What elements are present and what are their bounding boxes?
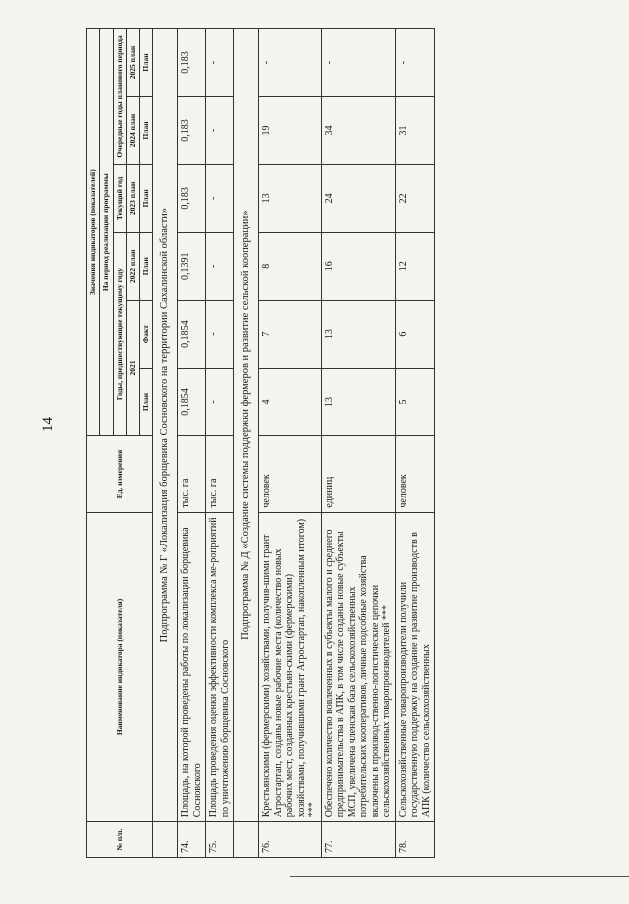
value-cell: 6 bbox=[395, 300, 435, 368]
scan-edge-line bbox=[290, 876, 629, 877]
row-number: 77. bbox=[321, 822, 395, 858]
value-cell: - bbox=[206, 97, 234, 165]
header-prev-years: Годы, предшествующие текущему году bbox=[113, 232, 126, 436]
indicator-name: Сельскохозяйственные товаропроизводители получили государственную поддержку на создание и развитие производств в АПК (количество сельскохозяйственных bbox=[395, 512, 435, 822]
value-cell: 19 bbox=[259, 97, 322, 165]
value-cell: 13 bbox=[259, 164, 322, 232]
header-plan: План bbox=[140, 368, 153, 436]
indicator-name: Площадь проведения оценки эффективности комплекса ме-роприятий по уничтожению борщевика Сосновского bbox=[206, 512, 234, 822]
row-number: 74. bbox=[178, 822, 206, 858]
value-cell: 22 bbox=[395, 164, 435, 232]
header-2022: 2022 план bbox=[126, 232, 139, 300]
row-number: 76. bbox=[259, 822, 322, 858]
value-cell: 16 bbox=[321, 232, 395, 300]
value-cell: 24 bbox=[321, 164, 395, 232]
header-period: На период реализации программы bbox=[100, 29, 113, 436]
table-row bbox=[206, 29, 234, 858]
value-cell: 0,183 bbox=[178, 29, 206, 97]
value-cell: 0,1854 bbox=[178, 368, 206, 436]
value-cell: - bbox=[259, 29, 322, 97]
subprogram-row bbox=[153, 29, 178, 858]
unit-cell: тыс. га bbox=[206, 436, 234, 512]
value-cell: - bbox=[206, 29, 234, 97]
value-cell: 5 bbox=[395, 368, 435, 436]
header-plan: План bbox=[140, 97, 153, 165]
indicator-name: Крестьянскими (фермерскими) хозяйствами, получив-шими грант Агростартап, созданы новые рабочие места (количество новых рабочих мест, созданных крестьян-скими (фермерскими) хозяйствами, получившими грант Агростартап, накопленным итогом) *** bbox=[259, 512, 322, 822]
header-2025: 2025 план bbox=[126, 29, 139, 97]
table-row bbox=[321, 29, 395, 858]
indicator-table bbox=[86, 28, 435, 858]
table-row bbox=[259, 29, 322, 858]
unit-cell: тыс. га bbox=[178, 436, 206, 512]
value-cell: 4 bbox=[259, 368, 322, 436]
value-cell: 31 bbox=[395, 97, 435, 165]
value-cell: 34 bbox=[321, 97, 395, 165]
value-cell: - bbox=[395, 29, 435, 97]
header-values: Значения индикаторов (показателей) bbox=[87, 29, 100, 436]
value-cell: - bbox=[321, 29, 395, 97]
header-plan: План bbox=[140, 164, 153, 232]
indicator-name: Площадь, на которой проведены работы по локализации борщевика Сосновского bbox=[178, 512, 206, 822]
header-current-year: Текущий год bbox=[113, 164, 126, 232]
value-cell: 0,1854 bbox=[178, 300, 206, 368]
unit-cell: человек bbox=[259, 436, 322, 512]
header-fact: Факт bbox=[140, 300, 153, 368]
value-cell: 13 bbox=[321, 368, 395, 436]
value-cell: 13 bbox=[321, 300, 395, 368]
value-cell: 0,183 bbox=[178, 97, 206, 165]
subprogram-title: Подпрограмма № Г «Локализация борщевика Сосновского на территории Сахалинской области» bbox=[153, 29, 178, 822]
header-num: № п/п. bbox=[87, 822, 153, 858]
value-cell: - bbox=[206, 232, 234, 300]
subprogram-row bbox=[234, 29, 259, 858]
page-number: 14 bbox=[40, 417, 56, 432]
header-plan: План bbox=[140, 232, 153, 300]
value-cell: 0,1391 bbox=[178, 232, 206, 300]
table-row bbox=[395, 29, 435, 858]
header-unit: Ед. измерения bbox=[87, 436, 153, 512]
indicator-name: Обеспечено количество вовлеченных в субъекты малого и среднего предпринимательства в АПК, в том числе созданы новые субъекты МСП, увеличена членская база сельскохозяйственных потребительских кооперативов, личные подсобные хозяйства включены в производ-ственно-логистические цепочки сельскохозяйственных товаропроизводителей *** bbox=[321, 512, 395, 822]
subprogram-title: Подпрограмма № Д «Создание системы поддержки фермеров и развитие сельской кооперации» bbox=[234, 29, 259, 822]
unit-cell: человек bbox=[395, 436, 435, 512]
header-2024: 2024 план bbox=[126, 97, 139, 165]
value-cell: - bbox=[206, 300, 234, 368]
value-cell: 12 bbox=[395, 232, 435, 300]
value-cell: 0,183 bbox=[178, 164, 206, 232]
header-name: Наименование индикатора (показателя) bbox=[87, 512, 153, 822]
row-number: 78. bbox=[395, 822, 435, 858]
header-next-years: Очередные годы планового периода bbox=[113, 29, 126, 165]
unit-cell: единиц bbox=[321, 436, 395, 512]
value-cell: - bbox=[206, 368, 234, 436]
value-cell: - bbox=[206, 164, 234, 232]
table-row bbox=[178, 29, 206, 858]
indicator-table-rotated bbox=[86, 28, 616, 858]
header-plan: План bbox=[140, 29, 153, 97]
header-2021: 2021 bbox=[126, 300, 139, 436]
value-cell: 8 bbox=[259, 232, 322, 300]
row-number: 75. bbox=[206, 822, 234, 858]
value-cell: 7 bbox=[259, 300, 322, 368]
header-2023: 2023 план bbox=[126, 164, 139, 232]
